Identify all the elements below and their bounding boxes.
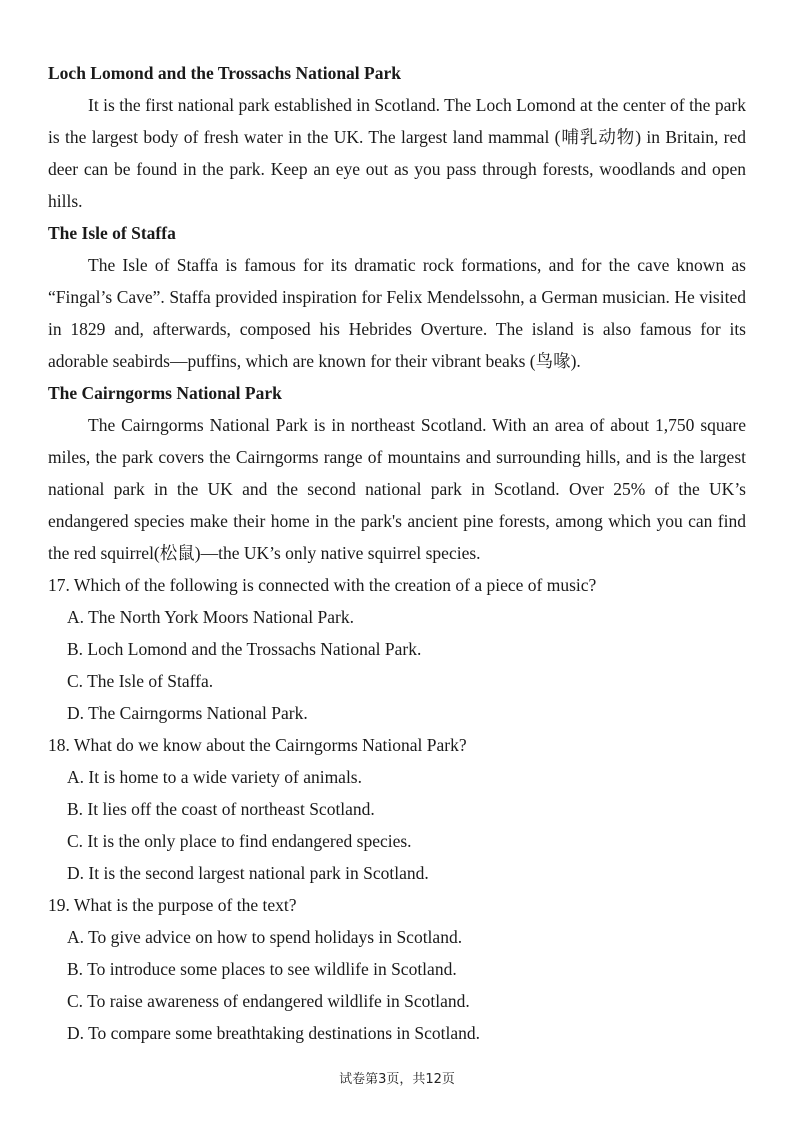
question-17-stem: 17. Which of the following is connected with the creation of a piece of music? (48, 575, 597, 595)
question-19-option-c: C. To raise awareness of endangered wildlife in Scotland. (67, 991, 470, 1011)
question-19-option-d: D. To compare some breathtaking destinations in Scotland. (67, 1023, 481, 1043)
question-19-option-a: A. To give advice on how to spend holidays in Scotland. (67, 927, 463, 947)
page-footer: 试卷第3页，共12页 (339, 1072, 455, 1087)
exam-page (48, 57, 746, 1049)
question-17-option-c: C. The Isle of Staffa. (67, 671, 214, 691)
section-paragraph-loch-lomond: It is the first national park established in Scotland. The Loch Lomond at the center of the park is the largest body of fresh water in the UK. The largest land mammal (哺乳动物) in Britain, red deer can be found in the park. Keep an eye out as you pass through forests, woodlands and open hills. (48, 95, 746, 211)
question-17-option-b: B. Loch Lomond and the Trossachs National Park. (67, 639, 422, 659)
question-18-option-c: C. It is the only place to find endangered species. (67, 831, 412, 851)
section-paragraph-staffa: The Isle of Staffa is famous for its dramatic rock formations, and for the cave known as “Fingal’s Cave”. Staffa provided inspiration for Felix Mendelssohn, a German musician. He visited in 1829 and, afterwards, composed his Hebrides Overture. The island is also famous for its adorable seabirds—puffins, which are known for their vibrant beaks (鸟喙). (48, 255, 746, 371)
section-heading-loch-lomond: Loch Lomond and the Trossachs National Park (48, 63, 401, 83)
question-18-stem: 18. What do we know about the Cairngorms National Park? (48, 735, 467, 755)
question-19-stem: 19. What is the purpose of the text? (48, 895, 297, 915)
section-heading-cairngorms: The Cairngorms National Park (48, 383, 282, 403)
question-18-option-d: D. It is the second largest national park in Scotland. (67, 863, 429, 883)
question-17-option-a: A. The North York Moors National Park. (67, 607, 354, 627)
section-heading-staffa: The Isle of Staffa (48, 223, 176, 243)
question-19-option-b: B. To introduce some places to see wildlife in Scotland. (67, 959, 457, 979)
question-17-option-d: D. The Cairngorms National Park. (67, 703, 308, 723)
section-paragraph-cairngorms: The Cairngorms National Park is in northeast Scotland. With an area of about 1,750 square miles, the park covers the Cairngorms range of mountains and surrounding hills, and is the largest national park in the UK and the second national park in Scotland. Over 25% of the UK’s endangered species make their home in the park's ancient pine forests, among which you can find the red squirrel(松鼠)—the UK’s only native squirrel species. (48, 415, 746, 563)
question-18-option-a: A. It is home to a wide variety of animals. (67, 767, 362, 787)
question-18-option-b: B. It lies off the coast of northeast Scotland. (67, 799, 375, 819)
